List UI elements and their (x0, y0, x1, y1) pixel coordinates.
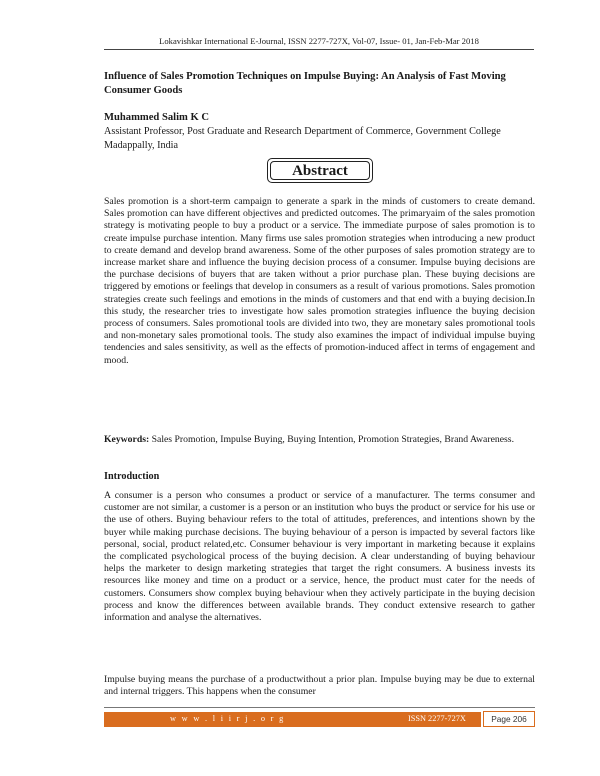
author-affiliation: Assistant Professor, Post Graduate and Research Department of Commerce, Government College Madappally, India (104, 126, 501, 151)
footer-issn: ISSN 2277-727X (408, 714, 466, 723)
author-name: Muhammed Salim K C (104, 112, 210, 123)
header-rule (104, 49, 534, 50)
keywords-label: Keywords: (104, 434, 150, 445)
introduction-heading: Introduction (104, 471, 160, 482)
footer-url[interactable]: w w w . l i i r j . o r g (170, 714, 286, 723)
page-number: Page 206 (483, 711, 535, 727)
keywords (104, 434, 535, 446)
footer-rule (104, 707, 535, 708)
introduction-paragraph-1: A consumer is a person who consumes a product or service of a manufacturer. The terms consumer and customer are not similar, a customer is a person or an institution who buys the product or service for his use or the use of others. Buying behaviour refers to the total of attitudes, preferences, and intentions shown by the buyer while making purchase decisions. The buying behaviour of a person is impacted by several factors like personal, social, product related,etc. Consumer behaviour is very important in marketing because it explains the complicated psychological process of the buying decision. A clear understanding of buying behaviour helps the marketer to design marketing strategies that target the right consumers. A business invests its resources like money and time on a product or a service, hence, the product must cater for the needs of customers. Consumers show complex buying behaviour when they actively participate in the buying decision process and know the differences between available brands. They conduct extensive research to gather information and analyse the alternatives. (104, 490, 535, 624)
abstract-heading: Abstract (292, 163, 348, 179)
paper-title: Influence of Sales Promotion Techniques on Impulse Buying: An Analysis of Fast Moving Consumer Goods (104, 71, 506, 96)
abstract-text: Sales promotion is a short-term campaign to generate a spark in the minds of customers to create demand. Sales promotion can have different objectives and predicted outcomes. The primaryaim of the sales promotion strategy is motivating people to buy a product or a service. The immediate purpose of sales promotion is to create impulse purchase intention. Many firms use sales promotion strategies when introducing a new product to create demand and develop brand awareness. Some of the other purposes of sales promotion strategy are to increase market share and influence the buying decision process of a consumer. Impulse buying decisions are the purchase decisions of buyers that are taken without a prior purchase plan. These buying decisions are triggered by emotions or feelings that develop in consumers as a result of various promotions. Sales promotion strategies create such feelings and emotions in the minds of customers and that end with a buying decision.In this study, the researcher tries to investigate how sales promotion strategies influence the buying decision process of consumers. Sales promotional tools are divided into two, they are monetary sales promotional tools and non-monetary sales promotional tools. The study also examines the impact of individual impulse buying tendencies and sales sensitivity, as well as the effects of promotion-induced affect in terms of engagement and mood. (104, 196, 535, 366)
keywords-text: Sales Promotion, Impulse Buying, Buying Intention, Promotion Strategies, Brand Awareness. (151, 434, 514, 445)
running-head: Lokavishkar International E-Journal, ISSN 2277-727X, Vol-07, Issue- 01, Jan-Feb-Mar 2018 (159, 36, 479, 46)
introduction-paragraph-2: Impulse buying means the purchase of a productwithout a prior plan. Impulse buying may be due to external and internal triggers. This happens when the consumer (104, 674, 535, 698)
